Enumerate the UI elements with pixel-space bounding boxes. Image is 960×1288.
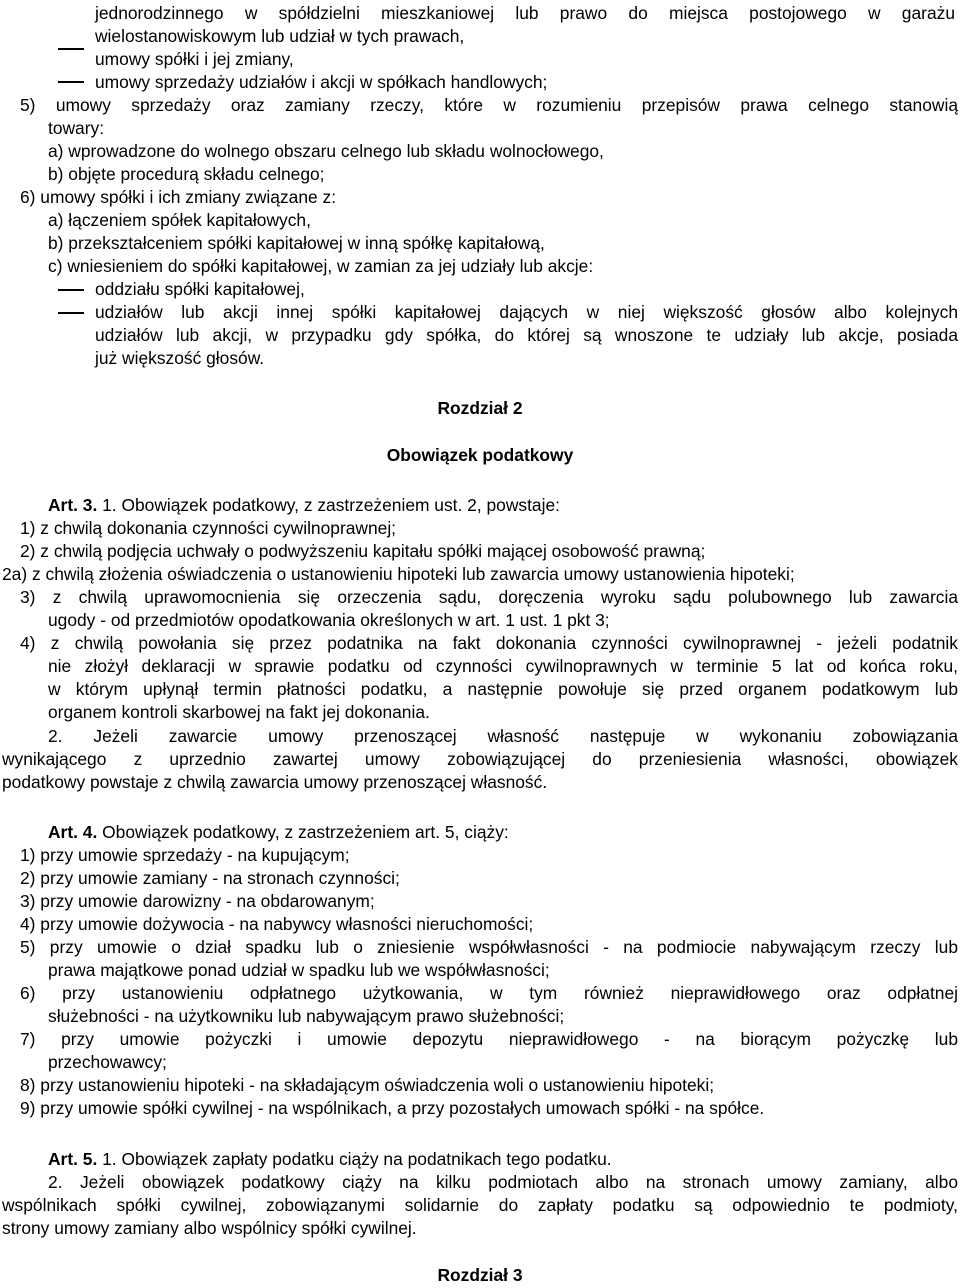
text-line: podatkowy powstaje z chwilą zawarcia umowy przenoszącej własność. <box>2 772 548 792</box>
text-line: 4) z chwilą powołania się przez podatnika na fakt dokonania czynności cywilnoprawnej - jeżeli podatnik <box>20 633 958 653</box>
text-line: ugody - od przedmiotów opodatkowania określonych w art. 1 ust. 1 pkt 3; <box>48 610 610 630</box>
text-line: wspólnikach spółki cywilnej, zobowiązanymi solidarnie do zapłaty podatku są odpowiednio te podmioty, <box>2 1195 958 1215</box>
text-line: b) przekształceniem spółki kapitałowej w inną spółkę kapitałową, <box>48 233 545 253</box>
chapter-title: Obowiązek podatkowy <box>386 445 574 465</box>
text-line: już większość głosów. <box>95 348 265 368</box>
text-line: 3) z chwilą uprawomocnienia się orzeczenia sądu, doręczenia wyroku sądu polubownego lub zawarcia <box>20 587 958 607</box>
text-line: 3) przy umowie darowizny - na obdarowanym; <box>20 891 375 911</box>
text-line: 9) przy umowie spółki cywilnej - na wspólnikach, a przy pozostałych umowach spółki - na spółce. <box>20 1098 765 1118</box>
text-line: nie złożył deklaracji w sprawie podatku od czynności cywilnoprawnych w terminie 5 lat od końca roku, <box>48 656 958 676</box>
text-line: strony umowy zamiany albo wspólnicy spółki cywilnej. <box>2 1218 417 1238</box>
article-label: Art. 4. <box>48 822 98 842</box>
text-line: w którym upłynął termin płatności podatku, a następnie powołuje się przed organem podatkowym lub <box>48 679 958 699</box>
chapter-heading: Rozdział 3 <box>437 1265 523 1285</box>
dash-bullet <box>58 289 84 291</box>
text-line: 2) z chwilą podjęcia uchwały o podwyższeniu kapitału spółki mającej osobowość prawną; <box>20 541 706 561</box>
text-line: 2. Jeżeli obowiązek podatkowy ciąży na kilku podmiotach albo na stronach umowy zamiany, albo <box>48 1172 958 1192</box>
text-line: towary: <box>48 118 105 138</box>
article-label: Art. 5. <box>48 1149 98 1169</box>
article-label: Art. 3. <box>48 495 98 515</box>
text-line: 1) przy umowie sprzedaży - na kupującym; <box>20 845 350 865</box>
text-line: a) łączeniem spółek kapitałowych, <box>48 210 311 230</box>
text-line: udziałów lub akcji innej spółki kapitałowej dających w niej większość głosów albo kolejnych <box>95 302 958 322</box>
article-5-intro <box>48 1148 612 1171</box>
text-line: 4) przy umowie dożywocia - na nabywcy własności nieruchomości; <box>20 914 534 934</box>
text-line: 1. Obowiązek podatkowy, z zastrzeżeniem ust. 2, powstaje: <box>97 495 560 515</box>
text-line: służebności - na użytkowniku lub nabywającym prawo służebności; <box>48 1006 565 1026</box>
text-line: 6) przy ustanowieniu odpłatnego użytkowania, w tym również nieprawidłowego oraz odpłatnej <box>20 983 958 1003</box>
text-line: udziałów lub akcji, w przypadku gdy spółka, do której są wnoszone te udziały lub akcje, posiada <box>95 325 958 345</box>
text-line: jednorodzinnego w spółdzielni mieszkaniowej lub prawo do miejsca postojowego w garażu <box>95 3 955 23</box>
text-line: umowy sprzedaży udziałów i akcji w spółkach handlowych; <box>95 72 548 92</box>
text-line: prawa majątkowe ponad udział w spadku lub we współwłasności; <box>48 960 550 980</box>
text-line: oddziału spółki kapitałowej, <box>95 279 305 299</box>
text-line: 6) umowy spółki i ich zmiany związane z: <box>20 187 337 207</box>
chapter-heading: Rozdział 2 <box>437 398 523 418</box>
text-line: 5) przy umowie o dział spadku lub o zniesienie współwłasności - na podmiocie nabywającym rzeczy lub <box>20 937 958 957</box>
text-line: umowy spółki i jej zmiany, <box>95 49 294 69</box>
text-line: wynikającego z uprzednio zawartej umowy zobowiązującej do przeniesienia własności, obowiązek <box>2 749 958 769</box>
text-line: 8) przy ustanowieniu hipoteki - na składającym oświadczenia woli o ustanowieniu hipoteki; <box>20 1075 715 1095</box>
text-line: Obowiązek podatkowy, z zastrzeżeniem art. 5, ciąży: <box>97 822 509 842</box>
article-4-intro <box>48 821 509 844</box>
text-line: 2) przy umowie zamiany - na stronach czynności; <box>20 868 400 888</box>
article-3-intro <box>48 494 560 517</box>
text-line: 2. Jeżeli zawarcie umowy przenoszącej własność następuje w wykonaniu zobowiązania <box>48 726 958 746</box>
text-line: 1. Obowiązek zapłaty podatku ciąży na podatnikach tego podatku. <box>97 1149 612 1169</box>
text-line: przechowawcy; <box>48 1052 167 1072</box>
text-line: b) objęte procedurą składu celnego; <box>48 164 325 184</box>
dash-bullet <box>58 81 84 83</box>
dash-bullet <box>58 312 84 314</box>
text-line: a) wprowadzone do wolnego obszaru celnego lub składu wolnocłowego, <box>48 141 604 161</box>
text-line: 7) przy umowie pożyczki i umowie depozytu nieprawidłowego - na biorącym pożyczkę lub <box>20 1029 958 1049</box>
text-line: 1) z chwilą dokonania czynności cywilnoprawnej; <box>20 518 397 538</box>
text-line: 2a) z chwilą złożenia oświadczenia o ustanowieniu hipoteki lub zawarcia umowy ustanowienia hipoteki; <box>2 564 795 584</box>
dash-bullet <box>58 48 84 50</box>
text-line: organem kontroli skarbowej na fakt jej dokonania. <box>48 702 430 722</box>
text-line: wielostanowiskowym lub udział w tych prawach, <box>95 26 465 46</box>
text-line: 5) umowy sprzedaży oraz zamiany rzeczy, które w rozumieniu przepisów prawa celnego stanowią <box>20 95 958 115</box>
text-line: c) wniesieniem do spółki kapitałowej, w zamian za jej udziały lub akcje: <box>48 256 594 276</box>
